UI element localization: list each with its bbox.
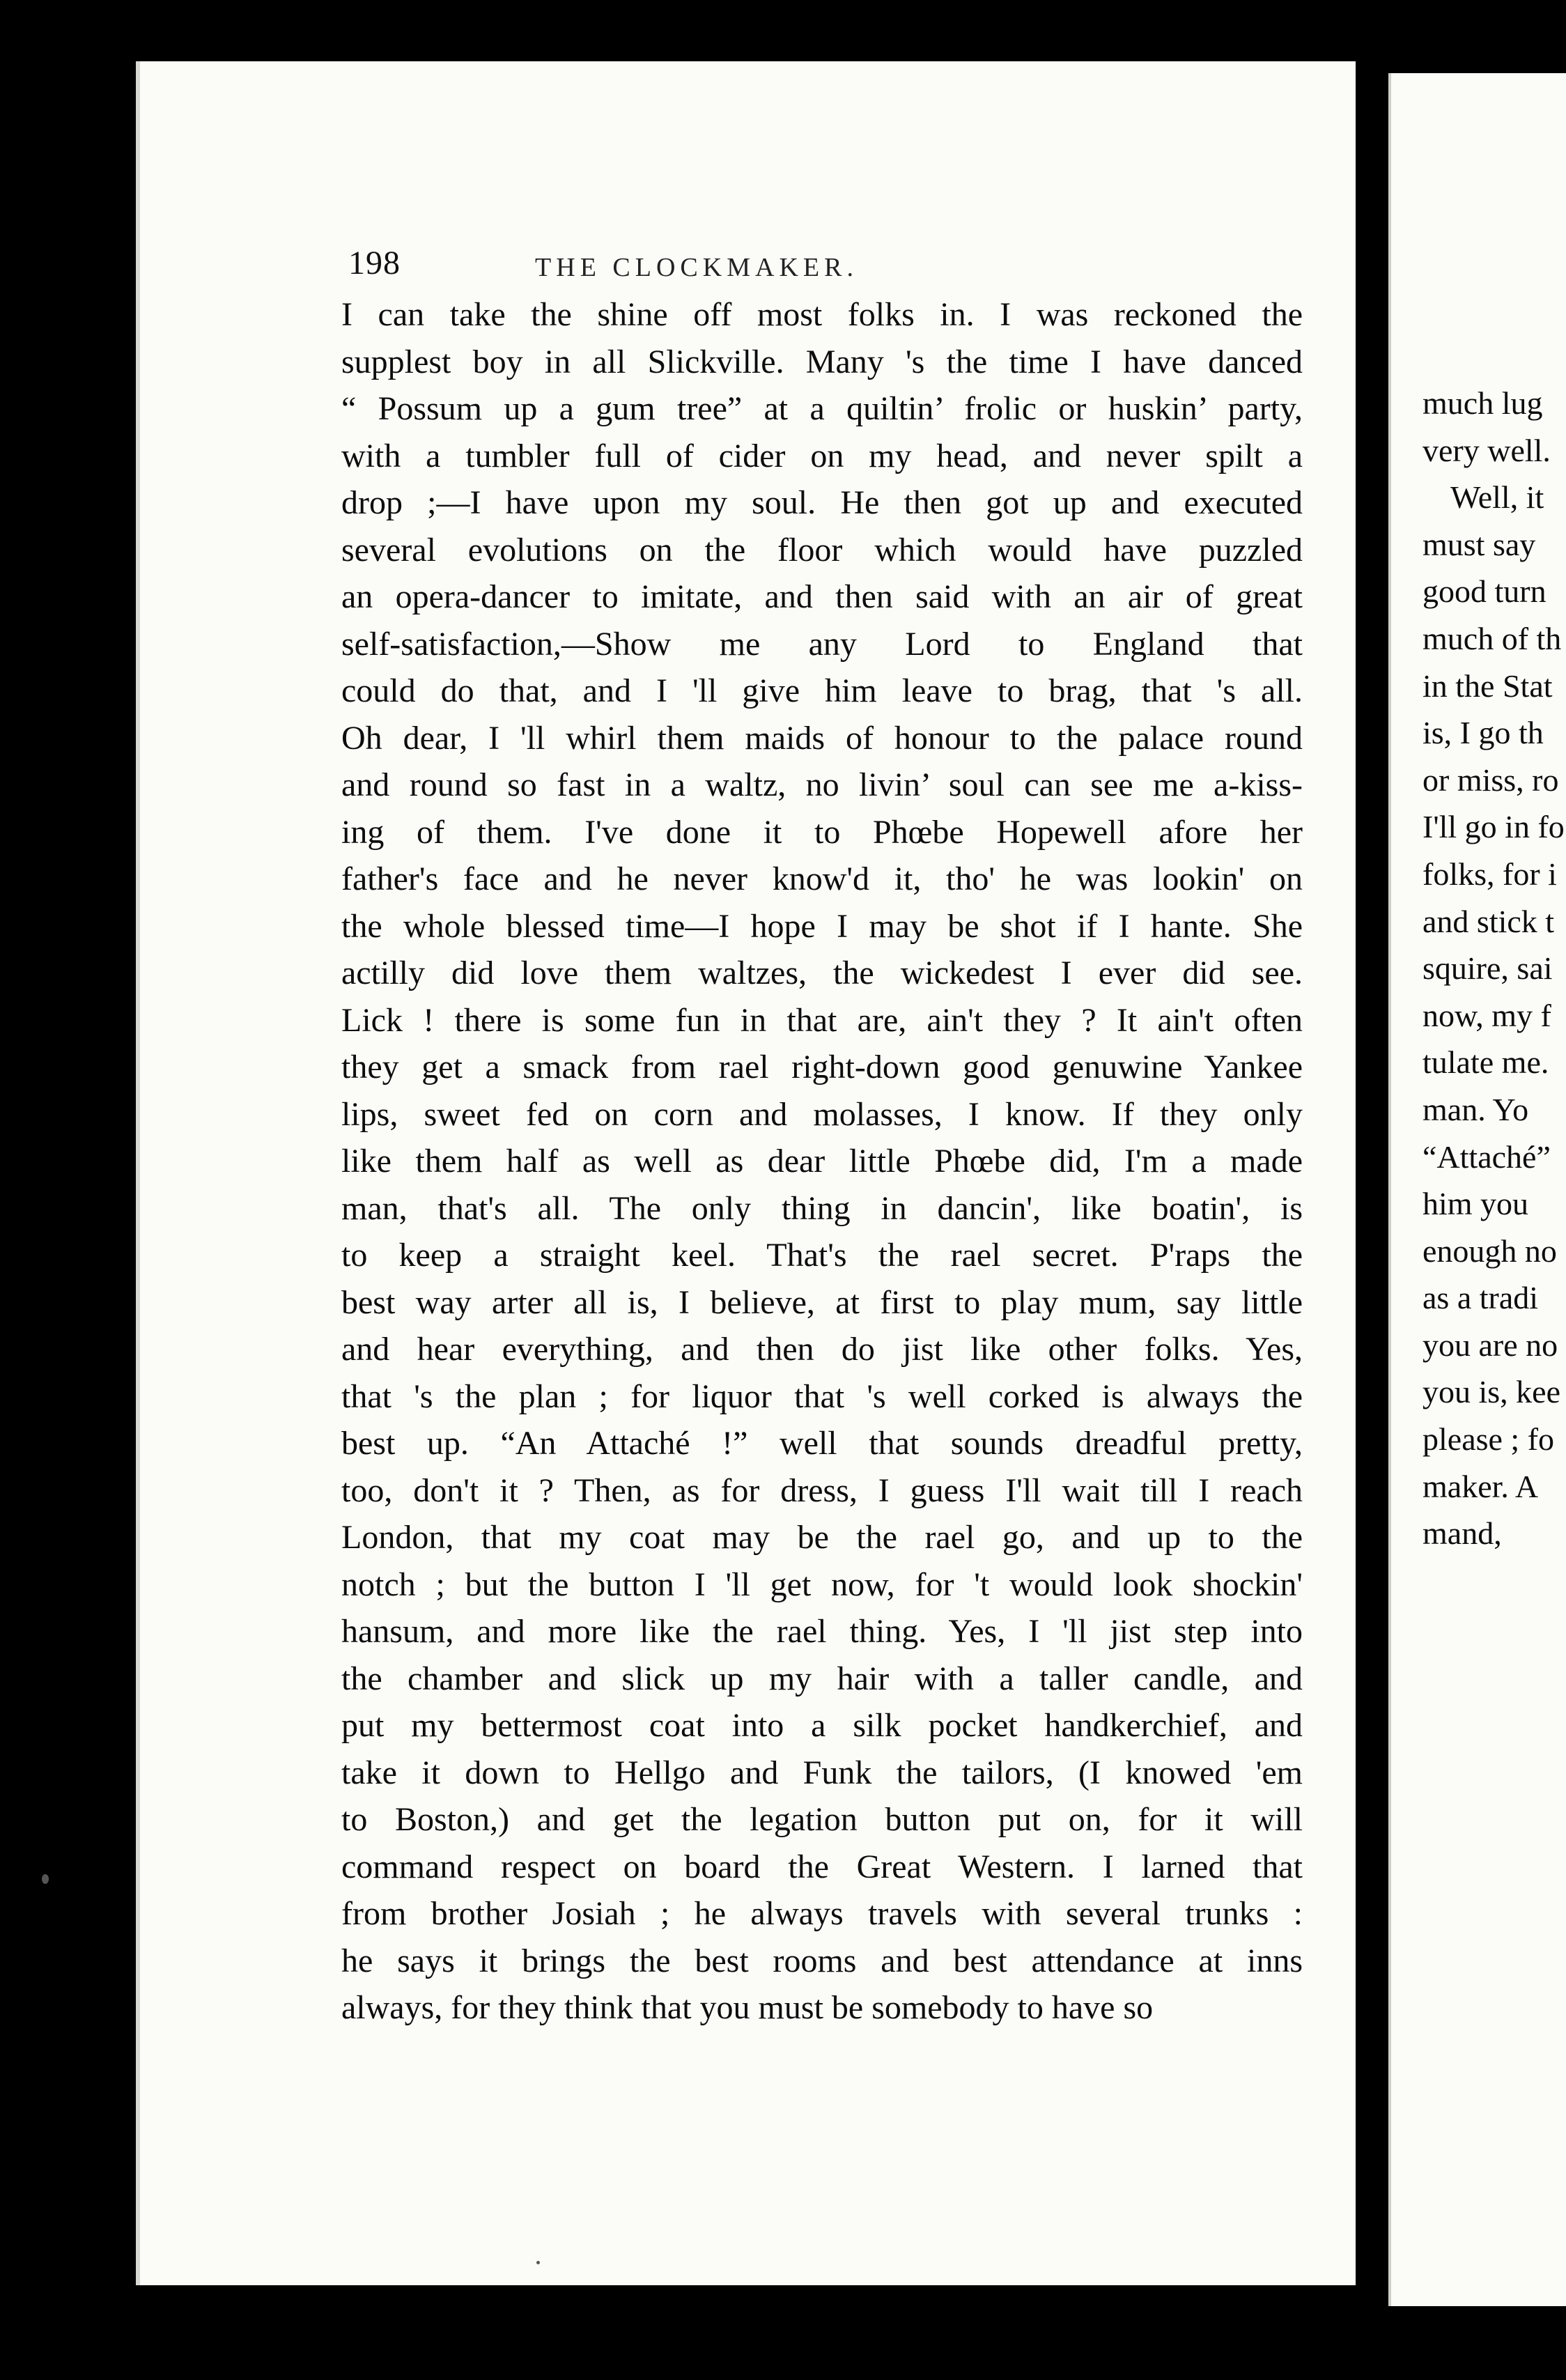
text-line: an opera-dancer to imitate, and then said with an air of great: [341, 578, 1303, 615]
right-text-line: folks, for i: [1422, 856, 1557, 892]
right-text-line: him you: [1422, 1186, 1529, 1222]
text-line: command respect on board the Great Western. I larned that: [341, 1848, 1303, 1885]
right-text-line: tulate me.: [1422, 1044, 1549, 1081]
text-line: and round so fast in a waltz, no livin’ soul can see me a-kiss-: [341, 766, 1303, 803]
text-line: lips, sweet fed on corn and molasses, I know. If they only: [341, 1095, 1303, 1133]
text-line: “ Possum up a gum tree” at a quiltin’ frolic or huskin’ party,: [341, 390, 1303, 427]
right-text-line: in the Stat: [1422, 667, 1553, 704]
right-text-line: good turn: [1422, 573, 1546, 610]
text-line: always, for they think that you must be somebody to have so: [341, 1989, 1154, 2026]
text-line: the chamber and slick up my hair with a taller candle, and: [341, 1660, 1303, 1697]
right-text-line: enough no: [1422, 1232, 1557, 1269]
right-text-line: please ; fo: [1422, 1421, 1555, 1458]
text-line: Lick ! there is some fun in that are, ain't they ? It ain't often: [341, 1001, 1303, 1039]
right-text-line: is, I go th: [1422, 715, 1544, 751]
body-text: [341, 291, 1303, 2032]
text-line: from brother Josiah ; he always travels with several trunks :: [341, 1895, 1303, 1932]
text-line: supplest boy in all Slickville. Many 's the time I have danced: [341, 343, 1303, 380]
speck: [536, 2261, 540, 2264]
text-line: take it down to Hellgo and Funk the tailors, (I knowed 'em: [341, 1754, 1303, 1791]
text-line: to keep a straight keel. That's the rael secret. P'raps the: [341, 1237, 1303, 1274]
right-text-line: you are no: [1422, 1327, 1558, 1363]
page-number: 198: [348, 245, 401, 281]
right-page-text: [1422, 380, 1566, 1557]
text-line: ing of them. I've done it to Phœbe Hopewell afore her: [341, 813, 1303, 851]
text-line: with a tumbler full of cider on my head, and never spilt a: [341, 437, 1303, 474]
text-line: and hear everything, and then do jist like other folks. Yes,: [341, 1331, 1303, 1368]
right-text-line: you is, kee: [1422, 1374, 1561, 1410]
right-text-line: much lug: [1422, 385, 1543, 421]
text-line: he says it brings the best rooms and best attendance at inns: [341, 1942, 1303, 1979]
right-text-line: man. Yo: [1422, 1091, 1529, 1127]
right-text-line: “Attaché”: [1422, 1138, 1551, 1175]
text-line: best way arter all is, I believe, at first to play mum, say little: [341, 1283, 1303, 1321]
text-line: several evolutions on the floor which would have puzzled: [341, 531, 1303, 569]
text-line: best up. “An Attaché !” well that sounds dreadful pretty,: [341, 1425, 1303, 1462]
speck: [42, 1874, 49, 1884]
text-line: like them half as well as dear little Phœbe did, I'm a made: [341, 1143, 1303, 1180]
running-head: THE CLOCKMAKER.: [535, 253, 858, 282]
right-text-line: Well, it: [1450, 479, 1544, 516]
text-line: Oh dear, I 'll whirl them maids of honour to the palace round: [341, 719, 1303, 757]
text-line: could do that, and I 'll give him leave to brag, that 's all.: [341, 672, 1303, 709]
right-text-line: I'll go in fo: [1422, 809, 1565, 845]
text-line: father's face and he never know'd it, tho' he was lookin' on: [341, 860, 1303, 897]
text-line: I can take the shine off most folks in. I was reckoned the: [341, 296, 1303, 333]
right-text-line: or miss, ro: [1422, 762, 1559, 798]
right-text-line: much of th: [1422, 620, 1562, 656]
text-line: drop ;—I have upon my soul. He then got up and executed: [341, 484, 1303, 521]
text-line: put my bettermost coat into a silk pocket handkerchief, and: [341, 1707, 1303, 1744]
text-line: London, that my coat may be the rael go, and up to the: [341, 1519, 1303, 1556]
text-line: hansum, and more like the rael thing. Yes, I 'll jist step into: [341, 1613, 1303, 1650]
right-text-line: very well.: [1422, 432, 1551, 468]
text-line: actilly did love them waltzes, the wickedest I ever did see.: [341, 955, 1303, 991]
right-text-line: mand,: [1422, 1515, 1502, 1552]
right-text-line: and stick t: [1422, 903, 1555, 939]
right-text-line: now, my f: [1422, 997, 1551, 1033]
right-text-line: maker. A: [1422, 1468, 1539, 1504]
text-line: self-satisfaction,—Show me any Lord to England that: [341, 625, 1303, 663]
text-line: the whole blessed time—I hope I may be shot if I hante. She: [341, 907, 1303, 945]
text-line: too, don't it ? Then, as for dress, I guess I'll wait till I reach: [341, 1471, 1303, 1509]
right-text-line: as a tradi: [1422, 1280, 1539, 1316]
text-line: they get a smack from rael right-down good genuwine Yankee: [341, 1049, 1303, 1085]
text-line: man, that's all. The only thing in dancin', like boatin', is: [341, 1189, 1303, 1227]
text-line: notch ; but the button I 'll get now, for 't would look shockin': [341, 1566, 1303, 1603]
text-line: that 's the plan ; for liquor that 's well corked is always the: [341, 1377, 1303, 1415]
text-line: to Boston,) and get the legation button put on, for it will: [341, 1801, 1303, 1838]
right-text-line: squire, sai: [1422, 950, 1553, 987]
right-page-fragment: [1388, 73, 1566, 2306]
right-text-line: must say: [1422, 526, 1536, 562]
